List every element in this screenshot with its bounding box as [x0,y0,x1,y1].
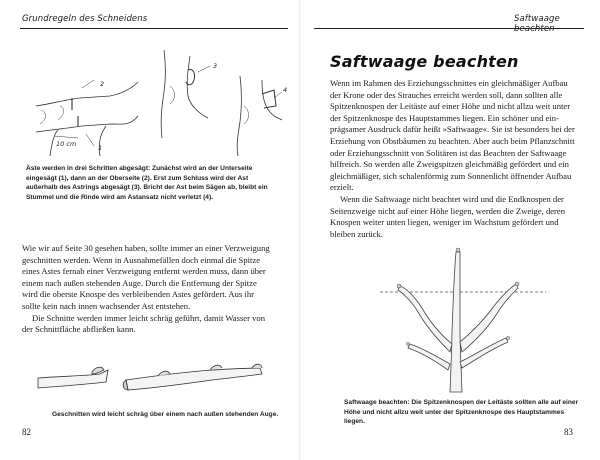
body-line: sollte kein nach innen wachsender Ast entstehen. [22,300,191,311]
header-rule-right [314,28,584,29]
saftwaage-tree-illustration [350,244,570,394]
body-line: Erziehung von Obstbäumen zu beachten. Aber auch beim Pflanzschnitt [330,135,575,146]
body-line: der Spitzenknospe des Hauptstammes liegen. Ein schöner und ein- [330,112,559,123]
body-line: der Krone oder des Strauches erreicht werden soll, dann sollten alle [330,89,563,100]
header-rule-left [20,28,288,29]
callout-1: 1 [98,144,103,152]
figure3-caption-line: Höhe und nicht allzu weit unter der Spitzenknospe des Hauptstammes liegen. [344,408,565,426]
body-line: bleiben zurück. [330,228,383,239]
body-line: Wenn die Saftwaage nicht beachtet wird und die Endknospen der [340,193,564,204]
page-number-left: 82 [22,427,31,437]
figure3-caption [344,398,584,427]
body-line: Knospen weiter unten liegen, weniger im Wachstum gefördert und [330,217,559,228]
sawing-steps-illustration [30,46,290,158]
figure1-caption [26,164,286,202]
figure1-caption-line: eingesägt (1), dann an der Oberseite (2). Erst zum Schluss wird der Ast [26,174,249,182]
figure1-caption-line: Stummel und die Rinde wird am Astansatz nicht verletzt (4). [26,193,213,201]
body-line: wird die oberste Knospe des verbleibenden Astes gefördert. Aus ihr [22,289,254,300]
body-line: eines Astes fernab einer Verzweigung entfernt werden muss, dann über [22,266,266,277]
figure1-caption-line: Äste werden in drei Schritten abgesägt: Zunächst wird an der Unterseite [26,165,253,172]
body-line: der Schnittfläche abfließen kann. [22,324,136,335]
body-line: einem nach außen stehenden Auge. Durch die Entfernung der Spitze [22,277,257,288]
body-line: gleichmäßiger, sich schalenförmig zum Sonnenlicht öffnender Aufbau [330,170,572,181]
callout-3: 3 [213,62,218,70]
body-line: erzielt. [330,182,354,193]
figure3-caption-line: Saftwaage beachten: Die Spitzenknospen der Leitäste sollten alle auf einer [344,399,579,406]
running-head-right: Saftwaage beachten [514,14,560,34]
left-body-text [22,243,292,336]
body-line: Die Schnitte werden immer leicht schräg geführt, damit Wasser von [32,312,266,323]
body-line: hilfreich. So werden alle Zweigspitzen gleichmäßig gefördert und ein [330,159,569,170]
oblique-cut-illustration [34,356,274,400]
figure2-caption: Geschnitten wird leicht schräg über einem nach außen stehenden Auge. [52,411,279,418]
callout-2: 2 [100,80,105,88]
body-line: prägsamer Ausdruck dafür heißt »Saftwaage«. Sie ist besonders bei der [330,124,575,135]
section-heading: Saftwaage beachten [330,52,519,71]
right-page [300,0,600,460]
body-line: Spitzenknospen der Leitäste auf einer Höhe und nicht allzu weit unter [330,101,571,112]
body-line: oder Erziehungsschnitt von Solitären ist das Beachten der Saftwaage [330,147,567,158]
body-line: Wenn im Rahmen des Erziehungsschnittes ein gleichmäßiger Aufbau [330,78,568,88]
running-head-left: Grundregeln des Schneidens [22,14,148,24]
page-number-right: 83 [564,427,573,437]
figure1-caption-line: außerhalb des Astrings abgesägt (3). Bricht der Ast beim Sägen ab, bleibt ein [26,184,268,192]
body-line: Seitenzweige nicht auf einer Höhe liegen, werden die Zweige, deren [330,205,566,216]
body-line: geschnitten werden. Wenn in Ausnahmefällen doch einmal die Spitze [22,254,261,265]
right-body-text [330,78,584,240]
callout-4: 4 [283,86,288,94]
body-line: Wie wir auf Seite 30 gesehen haben, sollte immer an einer Verzweigung [22,243,270,253]
measure-label: 10 cm [56,140,77,148]
